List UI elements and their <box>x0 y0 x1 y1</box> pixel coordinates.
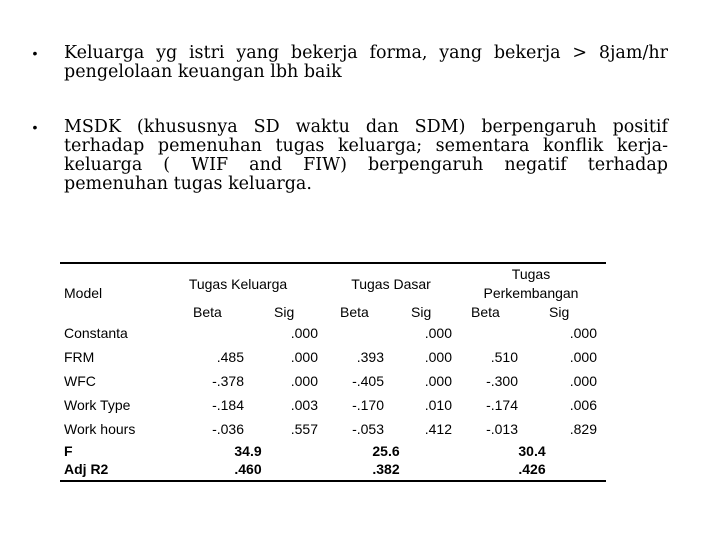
f-value: 30.4 <box>518 443 546 459</box>
table-cell: -.184 <box>212 397 244 413</box>
regression-table <box>60 262 606 482</box>
group-header-tugas-perkembangan-line1: Tugas <box>511 266 551 282</box>
adj-r2-label: Adj R2 <box>64 461 109 477</box>
model-header: Model <box>64 285 103 301</box>
bullet-item <box>28 44 668 82</box>
table-cell: .829 <box>569 421 597 437</box>
table-cell: .000 <box>424 373 452 389</box>
table-cell: .000 <box>290 349 318 365</box>
adj-r2-value: .382 <box>372 461 400 477</box>
beta-header: Beta <box>340 304 369 320</box>
bullet-dot: • <box>32 119 38 135</box>
table-cell: .000 <box>424 349 452 365</box>
f-label: F <box>64 443 73 459</box>
table-cell: -.405 <box>352 373 384 389</box>
table-cell: -.053 <box>352 421 384 437</box>
adj-r2-value: .460 <box>234 461 262 477</box>
table-cell: .010 <box>424 397 452 413</box>
bullet-item <box>28 118 668 194</box>
group-header-tugas-dasar: Tugas Dasar <box>351 276 431 292</box>
table-cell: -.036 <box>212 421 244 437</box>
bullet-list <box>28 44 668 194</box>
f-value: 25.6 <box>372 443 400 459</box>
row-label: Work hours <box>64 421 136 437</box>
table-bottom-rule <box>60 480 606 482</box>
bullet-dot: • <box>32 45 38 61</box>
table-cell: .393 <box>356 349 384 365</box>
table-top-rule <box>60 262 606 264</box>
beta-header: Beta <box>471 304 500 320</box>
table-cell: -.300 <box>486 373 518 389</box>
table-cell: -.174 <box>486 397 518 413</box>
table-cell: .000 <box>290 325 318 341</box>
adj-r2-value: .426 <box>518 461 546 477</box>
row-label: WFC <box>64 373 96 389</box>
table-cell: .000 <box>424 325 452 341</box>
group-header-tugas-perkembangan-line2: Perkembangan <box>483 285 579 301</box>
table-cell: -.170 <box>352 397 384 413</box>
sig-header: Sig <box>549 304 570 320</box>
row-label: Work Type <box>64 397 131 413</box>
table-cell: .006 <box>569 397 597 413</box>
table-cell: .000 <box>569 373 597 389</box>
table-cell: .510 <box>490 349 518 365</box>
bullet-text: MSDK (khususnya SD waktu dan SDM) berpengaruh positif terhadap pemenuhan tugas keluarga; sementara konflik kerja-keluarga ( WIF and FIW) berpengaruh negatif terhadap pemenuhan tugas keluarga. <box>64 117 668 194</box>
row-label: Constanta <box>64 325 128 341</box>
bullet-text: Keluarga yg istri yang bekerja forma, yang bekerja > 8jam/hr pengelolaan keuangan lbh baik <box>64 43 668 82</box>
table-cell: -.013 <box>486 421 518 437</box>
table-cell: .003 <box>290 397 318 413</box>
table-cell: .000 <box>290 373 318 389</box>
table-cell: .485 <box>216 349 244 365</box>
f-value: 34.9 <box>234 443 262 459</box>
table-cell: .557 <box>290 421 318 437</box>
table-cell: .000 <box>569 325 597 341</box>
table-cell: -.378 <box>212 373 244 389</box>
beta-header: Beta <box>193 304 222 320</box>
table-cell: .000 <box>569 349 597 365</box>
table-cell: .412 <box>424 421 452 437</box>
sig-header: Sig <box>411 304 432 320</box>
row-label: FRM <box>64 349 95 365</box>
sig-header: Sig <box>274 304 295 320</box>
group-header-tugas-keluarga: Tugas Keluarga <box>188 276 288 292</box>
